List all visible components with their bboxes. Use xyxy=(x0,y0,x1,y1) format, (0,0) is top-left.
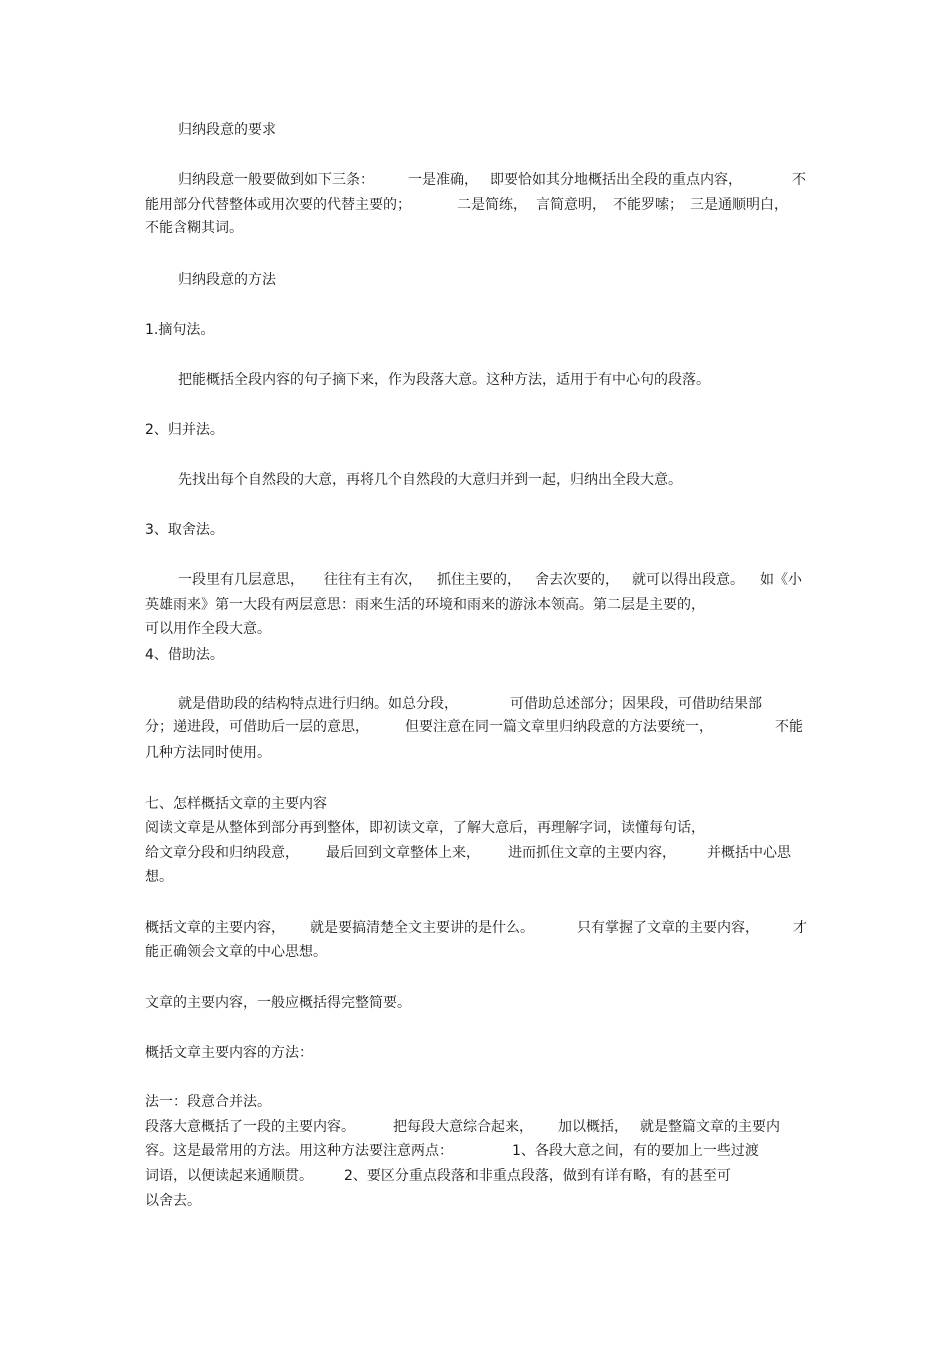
text-run: 词语，以便读起来通顺贯。 xyxy=(145,1168,313,1184)
text-run: 不 xyxy=(792,172,806,188)
heading-requirements: 归纳段意的要求 xyxy=(178,122,276,138)
text-run: 不能 xyxy=(775,719,803,735)
text-run: 但要注意在同一篇文章里归纳段意的方法要统一， xyxy=(405,719,713,735)
text-run: 即要恰如其分地概括出全段的重点内容， xyxy=(490,172,742,188)
text-run: 想。 xyxy=(145,869,173,885)
text-run: 言简意明， xyxy=(536,197,606,213)
text-run: 概括文章的主要内容， xyxy=(145,920,285,936)
method-one-title: 法一：段意合并法。 xyxy=(145,1094,271,1110)
text-run: 就是借助段的结构特点进行归纳。如总分段， xyxy=(178,696,458,712)
text-run: 二是简练， xyxy=(457,197,527,213)
text-run: 2、要区分重点段落和非重点段落，做到有详有略，有的甚至可 xyxy=(344,1168,731,1184)
text-run: 并概括中心思 xyxy=(707,845,791,861)
text-run: 不能含糊其词。 xyxy=(145,220,243,236)
text-run: 分；递进段，可借助后一层的意思， xyxy=(145,719,369,735)
text-run: 一段里有几层意思， xyxy=(178,572,304,588)
text-run: 进而抓住文章的主要内容， xyxy=(508,845,676,861)
text-run: 就是整篇文章的主要内 xyxy=(640,1119,780,1135)
gist-summary-line: 文章的主要内容，一般应概括得完整简要。 xyxy=(145,995,411,1011)
text-run: 一是准确， xyxy=(408,172,478,188)
text-run: 加以概括， xyxy=(558,1119,628,1135)
section-7-title: 七、怎样概括文章的主要内容 xyxy=(145,796,327,812)
text-run: 才 xyxy=(793,920,807,936)
method-4-title: 4、借助法。 xyxy=(145,647,224,663)
method-1-title: 1.摘句法。 xyxy=(145,322,215,338)
text-run: 以舍去。 xyxy=(145,1193,201,1209)
text-run: 能用部分代替整体或用次要的代替主要的； xyxy=(145,197,411,213)
text-run: 可以用作全段大意。 xyxy=(145,621,271,637)
text-run: 能正确领会文章的中心思想。 xyxy=(145,944,327,960)
text-run: 就可以得出段意。 xyxy=(632,572,744,588)
text-run: 只有掌握了文章的主要内容， xyxy=(577,920,759,936)
method-2-title: 2、归并法。 xyxy=(145,422,224,438)
text-run: 容。这是最常用的方法。用这种方法要注意两点： xyxy=(145,1143,453,1159)
text-run: 最后回到文章整体上来， xyxy=(326,845,480,861)
text-run: 不能罗嗦； xyxy=(613,197,683,213)
text-run: 给文章分段和归纳段意， xyxy=(145,845,299,861)
text-run: 归纳段意一般要做到如下三条： xyxy=(178,172,374,188)
method-1-body: 把能概括全段内容的句子摘下来，作为段落大意。这种方法，适用于有中心句的段落。 xyxy=(178,372,710,388)
text-run: 段落大意概括了一段的主要内容。 xyxy=(145,1119,355,1135)
text-run: 把每段大意综合起来， xyxy=(393,1119,533,1135)
heading-methods: 归纳段意的方法 xyxy=(178,272,276,288)
text-run: 就是要搞清楚全文主要讲的是什么。 xyxy=(310,920,534,936)
text-run: 如《小 xyxy=(760,572,802,588)
text-run: 舍去次要的， xyxy=(535,572,619,588)
text-run: 往往有主有次， xyxy=(324,572,422,588)
text-run: 可借助总述部分；因果段，可借助结果部 xyxy=(510,696,762,712)
text-run: 英雄雨来》第一大段有两层意思：雨来生活的环境和雨来的游泳本领高。第二层是主要的， xyxy=(145,597,705,613)
text-run: 阅读文章是从整体到部分再到整体，即初读文章，了解大意后，再理解字词，读懂每句话， xyxy=(145,820,705,836)
methods-intro: 概括文章主要内容的方法： xyxy=(145,1045,313,1061)
method-3-title: 3、取舍法。 xyxy=(145,522,224,538)
method-2-body: 先找出每个自然段的大意，再将几个自然段的大意归并到一起，归纳出全段大意。 xyxy=(178,472,682,488)
text-run: 1、各段大意之间，有的要加上一些过渡 xyxy=(512,1143,759,1159)
text-run: 几种方法同时使用。 xyxy=(145,745,271,761)
text-run: 三是通顺明白， xyxy=(690,197,788,213)
text-run: 抓住主要的， xyxy=(437,572,521,588)
